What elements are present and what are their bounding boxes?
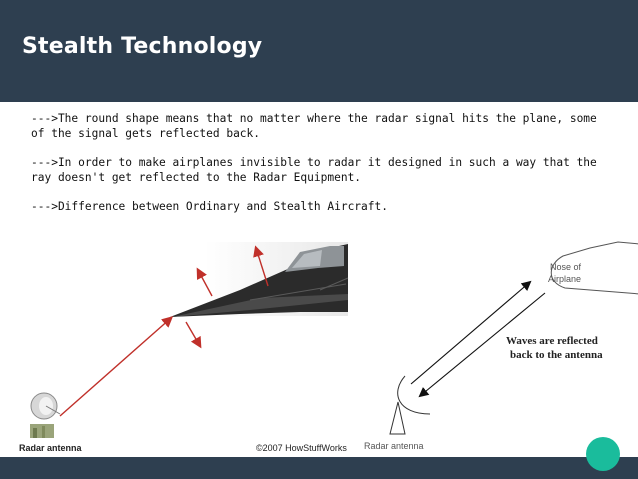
slide-footer [0,457,638,479]
stealth-plane-illustration [170,242,348,317]
left-antenna-caption: Radar antenna [19,443,82,453]
waves-caption-line1: Waves are reflected [506,335,598,347]
right-antenna-caption: Radar antenna [364,441,424,451]
airplane-nose-diagram [398,242,638,414]
nose-label-line2: Airplane [548,274,582,284]
bullet-round-shape: --->The round shape means that no matter where the radar signal hits the plane, some of the signal gets reflected back. [31,112,597,140]
right-radar-antenna [390,402,405,434]
nose-label-line1: Nose of [550,262,582,272]
circle-action-button[interactable] [586,437,620,471]
radar-reflection-figure [0,238,638,458]
copyright-caption: ©2007 HowStuffWorks [256,443,347,453]
slide-title: Stealth Technology [22,34,263,59]
bullet-difference: --->Difference between Ordinary and Stealth Aircraft. [31,200,388,213]
slide-header [0,0,638,102]
bullet-list [31,112,616,230]
bullet-invisible-design: --->In order to make airplanes invisible to radar it designed in such a way that the ray doesn't get reflected to the Radar Equipment. [31,156,597,184]
waves-caption-line2: back to the antenna [510,349,603,361]
left-radar-antenna [30,393,60,438]
